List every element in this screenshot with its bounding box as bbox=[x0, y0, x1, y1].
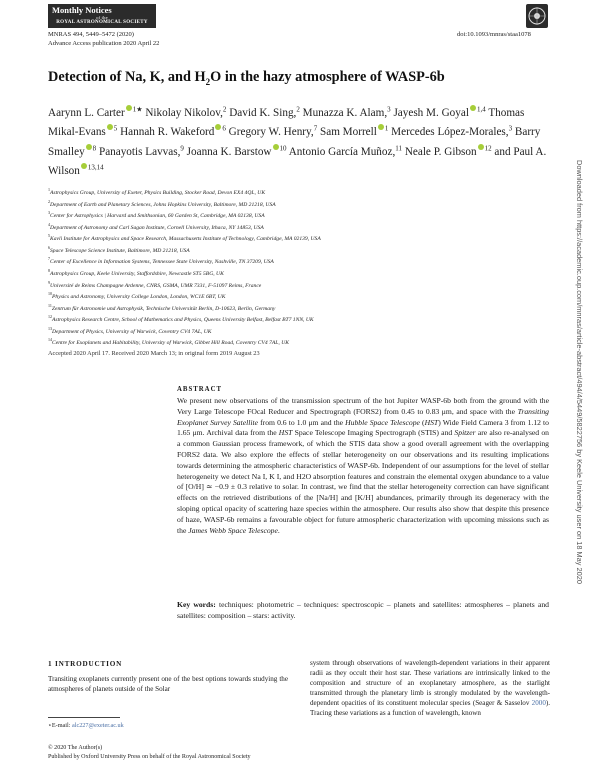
intro-column-left: Transiting exoplanets currently present one of the best options towards studying the atmospheres of planets outside of the Solar bbox=[48, 675, 288, 693]
author bbox=[186, 143, 287, 158]
abstract-text: Space Telescope Imaging Spectrograph (STIS) and bbox=[292, 428, 455, 438]
author-affiliation-number: 1★ bbox=[132, 105, 143, 113]
orcid-icon[interactable] bbox=[215, 124, 221, 130]
author-name: Nikolay Nikolov, bbox=[145, 106, 223, 119]
title-prefix: Detection of Na, K, and H bbox=[48, 69, 206, 85]
download-sidebar: Downloaded from https://academic.oup.com/mnras/article-abstract/494/4/5449/5822756 by Keele University user on 18 May 2020 bbox=[575, 160, 584, 584]
affiliation-text: Kavli Institute for Astrophysics and Space Research, Massachusetts Institute of Technology, Cambridge, MA 02139, USA bbox=[50, 236, 321, 243]
affiliation bbox=[48, 267, 548, 279]
author-affiliation-number: 9 bbox=[180, 143, 184, 152]
affiliation bbox=[48, 325, 548, 337]
affiliation-number: 4 bbox=[48, 221, 50, 227]
author-affiliation-number: 3 bbox=[508, 124, 513, 133]
author bbox=[98, 143, 184, 158]
journal-logo-line3: ROYAL ASTRONOMICAL SOCIETY bbox=[56, 20, 148, 25]
orcid-icon[interactable] bbox=[378, 124, 384, 130]
abstract-hst-abbr: HST bbox=[424, 417, 439, 427]
affiliation bbox=[48, 221, 548, 233]
affiliation-text: Astrophysics Group, Keele University, Staffordshire, Newcastle ST5 5BG, UK bbox=[50, 270, 224, 277]
affiliation-list bbox=[48, 186, 548, 348]
title-subscript: 2 bbox=[205, 76, 211, 87]
keywords-label: Key words: bbox=[177, 600, 216, 609]
affiliation-number: 3 bbox=[48, 210, 50, 216]
affiliation bbox=[48, 255, 548, 267]
affiliation-number: 2 bbox=[48, 198, 50, 204]
affiliation bbox=[48, 209, 548, 221]
orcid-icon[interactable] bbox=[86, 144, 92, 150]
author-name: and Paul A. Wilson bbox=[48, 145, 547, 178]
affiliation-number: 1 bbox=[48, 187, 50, 192]
abstract-jwst: James Webb Space Telescope bbox=[188, 525, 278, 535]
author bbox=[320, 126, 388, 138]
author-name: Barry Smalley bbox=[48, 126, 541, 158]
author-name: Joanna K. Barstow bbox=[186, 145, 272, 158]
author bbox=[145, 107, 226, 119]
author-affiliation-number: 13,14 bbox=[87, 163, 104, 172]
affiliation bbox=[48, 290, 548, 302]
author-name: Hannah R. Wakeford bbox=[120, 126, 215, 139]
author-affiliation-number: 12 bbox=[484, 143, 492, 152]
footnote-label: ⋆E-mail: bbox=[48, 722, 72, 729]
abstract-heading: ABSTRACT bbox=[177, 386, 223, 393]
orcid-icon[interactable] bbox=[478, 144, 484, 150]
affiliation-number: 9 bbox=[48, 279, 50, 285]
title-suffix: O in the hazy atmosphere of WASP-6b bbox=[210, 69, 445, 85]
abstract-text: . bbox=[277, 525, 280, 535]
affiliation bbox=[48, 244, 548, 256]
author bbox=[393, 107, 485, 119]
affiliation-text: Université de Reims Champagne Ardenne, CNRS, GSMA, UMR 7331, F-51097 Reims, France bbox=[50, 282, 262, 289]
affiliation-number: 11 bbox=[48, 302, 52, 308]
affiliation bbox=[48, 198, 548, 210]
author-affiliation-number: 3 bbox=[387, 105, 391, 113]
abstract-spitzer: Spitzer bbox=[454, 428, 476, 438]
copyright-line2: Published by Oxford University Press on behalf of the Royal Astronomical Society bbox=[48, 753, 251, 760]
keywords bbox=[177, 600, 549, 622]
author bbox=[229, 107, 300, 119]
section-heading-introduction: 1 INTRODUCTION bbox=[48, 660, 123, 668]
abstract-body bbox=[177, 396, 549, 536]
author-affiliation-number: 10 bbox=[279, 143, 287, 152]
author-name: Antonio García Muñoz, bbox=[288, 145, 396, 158]
abstract-text: We present new observations of the transmission spectrum of the hot Jupiter WASP-6b both from the ground with the Very Large Telescope FOcal Reducer and Spectrograph (FORS2) from 0.45 to 0.83 μm, and space with the bbox=[177, 396, 549, 416]
paper-title bbox=[48, 68, 548, 91]
copyright-line1: © 2020 The Author(s) bbox=[48, 745, 103, 751]
abstract-text: from 0.6 to 1.0 μm and the bbox=[258, 417, 346, 427]
journal-logo-line1: Monthly Notices bbox=[52, 5, 112, 15]
author bbox=[288, 143, 403, 158]
email-link[interactable]: alc227@exeter.ac.uk bbox=[71, 722, 124, 729]
author-name: Jayesh M. Goyal bbox=[393, 106, 469, 119]
abstract-text: ( bbox=[419, 417, 425, 427]
citation-link[interactable]: 2000 bbox=[531, 699, 546, 707]
author-list bbox=[48, 102, 548, 180]
affiliation-text: Centre for Exoplanets and Habitability, University of Warwick, Gibbet Hill Road, Coventry CV4 7AL, UK bbox=[52, 340, 289, 347]
affiliation-text: Department of Physics, University of Warwick, Coventry CV4 7AL, UK bbox=[52, 328, 212, 335]
affiliation bbox=[48, 313, 548, 325]
author-name: Neale P. Gibson bbox=[404, 145, 477, 158]
footnote-divider bbox=[48, 717, 120, 718]
affiliation-text: Physics and Astronomy, University College London, London, WC1E 6BT, UK bbox=[52, 293, 226, 300]
author-affiliation-number: 2 bbox=[222, 105, 227, 113]
author-affiliation-number: 2 bbox=[296, 105, 300, 113]
affiliation-text: Astrophysics Research Centre, School of Mathematics and Physics, Queens University Belfast, Belfast BT7 1NN, UK bbox=[52, 317, 314, 324]
author-name: Munazza K. Alam, bbox=[302, 106, 388, 119]
author-name: Thomas Mikal-Evans bbox=[48, 106, 525, 139]
affiliation bbox=[48, 279, 548, 291]
author-name: Aarynn L. Carter bbox=[48, 106, 125, 119]
journal-logo bbox=[48, 4, 156, 28]
society-crest-icon bbox=[526, 4, 548, 28]
abstract-hst: Hubble Space Telescope bbox=[345, 417, 420, 427]
orcid-icon[interactable] bbox=[107, 124, 113, 130]
author bbox=[303, 107, 391, 119]
author-name: David K. Sing, bbox=[229, 106, 297, 119]
author-name: Panayotis Lavvas, bbox=[98, 145, 181, 158]
author bbox=[404, 143, 492, 158]
author-affiliation-number: 7 bbox=[313, 124, 318, 133]
affiliation-number: 12 bbox=[48, 314, 52, 320]
abstract-tess: Transiting Exoplanet Survey Satellite bbox=[177, 406, 549, 427]
intro-text: system through observations of wavelength-dependent variations in their apparent radii as they occult their host star. These variations are intrinsically linked to the composition and structure of an exoplanetary atmosphere, as the starlight transmitted through the planetary limb is strongly modulated by the wavelength-dependent opacities of its constituent molecular species (Seager & Sasselov bbox=[310, 659, 550, 707]
affiliation-number: 7 bbox=[48, 256, 50, 262]
author-name: Sam Morrell bbox=[320, 126, 377, 139]
citation: MNRAS 494, 5449–5472 (2020) bbox=[48, 31, 134, 38]
abstract-hst-abbr: HST bbox=[278, 428, 293, 438]
affiliation-text: Zentrum für Astronomie und Astrophysik, Technische Universität Berlin, D-10623, Berlin, Germany bbox=[51, 305, 276, 312]
author-affiliation-number: 11 bbox=[395, 143, 403, 152]
affiliation-text: Astrophysics Group, University of Exeter, Physics Building, Stocker Road, Devon EX4 4QL, UK bbox=[50, 189, 266, 196]
journal-logo-line2: of the bbox=[96, 15, 108, 20]
affiliation-number: 10 bbox=[48, 291, 52, 297]
advance-access: Advance Access publication 2020 April 22 bbox=[48, 40, 160, 47]
affiliation-text: Center for Astrophysics | Harvard and Smithsonian, 60 Garden St, Cambridge, MA 02138, USA bbox=[50, 212, 265, 219]
author-affiliation-number: 1,4 bbox=[476, 105, 486, 113]
publication-dates: Accepted 2020 April 17. Received 2020 March 13; in original form 2019 August 23 bbox=[48, 350, 260, 357]
affiliation-number: 14 bbox=[48, 337, 52, 343]
author-name: Mercedes López-Morales, bbox=[391, 126, 509, 139]
author-affiliation-number: 5 bbox=[113, 124, 118, 133]
author bbox=[48, 107, 143, 119]
affiliation-number: 8 bbox=[48, 267, 50, 273]
affiliation-number: 5 bbox=[48, 233, 50, 239]
footnote bbox=[48, 722, 124, 729]
affiliation bbox=[48, 336, 548, 348]
affiliation-text: Department of Astronomy and Carl Sagan Institute, Cornell University, Ithaca, NY 14853, USA bbox=[50, 224, 264, 231]
affiliation-text: Space Telescope Science Institute, Baltimore, MD 21218, USA bbox=[50, 247, 190, 254]
intro-text: ). Tracing these variations as a function of wavelength, known bbox=[310, 699, 550, 717]
affiliation-number: 6 bbox=[48, 244, 50, 250]
keywords-text: techniques: photometric – techniques: spectroscopic – planets and satellites: atmospheres – planets and satellites: composition – stars: activity. bbox=[177, 600, 549, 620]
orcid-icon[interactable] bbox=[126, 105, 132, 111]
affiliation-text: Center of Excellence in Information Systems, Tennessee State University, Nashville, TN 37209, USA bbox=[50, 259, 274, 266]
affiliation bbox=[48, 186, 548, 198]
author bbox=[120, 126, 226, 138]
intro-column-right bbox=[310, 658, 550, 718]
orcid-icon[interactable] bbox=[470, 105, 476, 111]
author-affiliation-number: 8 bbox=[92, 143, 97, 152]
affiliation-text: Department of Earth and Planetary Sciences, Johns Hopkins University, Baltimore, MD 21218, USA bbox=[50, 201, 276, 208]
copyright bbox=[48, 744, 251, 761]
orcid-icon[interactable] bbox=[81, 163, 87, 169]
author-affiliation-number: 6 bbox=[222, 124, 226, 133]
abstract-text: are also re-analysed on a common Gaussian process framework, of which the STIS data show a good overall agreement with the overlapping FORS2 data. We also explore the effects of stellar heterogeneity on our observations and its resulting implications towards determining the atmospheric characteristics of WASP-6b. Independent of our assumptions for the level of stellar heterogeneity we detect Na I, K I, and H2O absorption features and constrain the elemental oxygen abundance to a value of [O/H] ≃ −0.9 ± 0.3 relative to solar. In contrast, we find that the stellar heterogeneity correction can have significant effects on the retrieved distributions of the [Na/H] and [K/H] abundances, primarily through its degeneracy with the sloping optical opacity of scattering haze species within the atmosphere. Our results also show that despite this presence of haze, WASP-6b remains a favourable object for future atmospheric characterization with upcoming missions such as the bbox=[177, 428, 549, 535]
affiliation bbox=[48, 302, 548, 314]
author bbox=[391, 126, 512, 138]
doi[interactable]: doi:10.1093/mnras/staa1078 bbox=[457, 31, 531, 38]
affiliation-number: 13 bbox=[48, 325, 52, 331]
orcid-icon[interactable] bbox=[273, 144, 279, 150]
author-affiliation-number: 1 bbox=[384, 124, 389, 133]
abstract-text: ) Wide Field Camera 3 from 1.12 to 1.65 μm. Archival data from the bbox=[177, 417, 550, 438]
author-name: Gregory W. Henry, bbox=[228, 126, 314, 139]
affiliation bbox=[48, 232, 548, 244]
author bbox=[229, 126, 318, 138]
